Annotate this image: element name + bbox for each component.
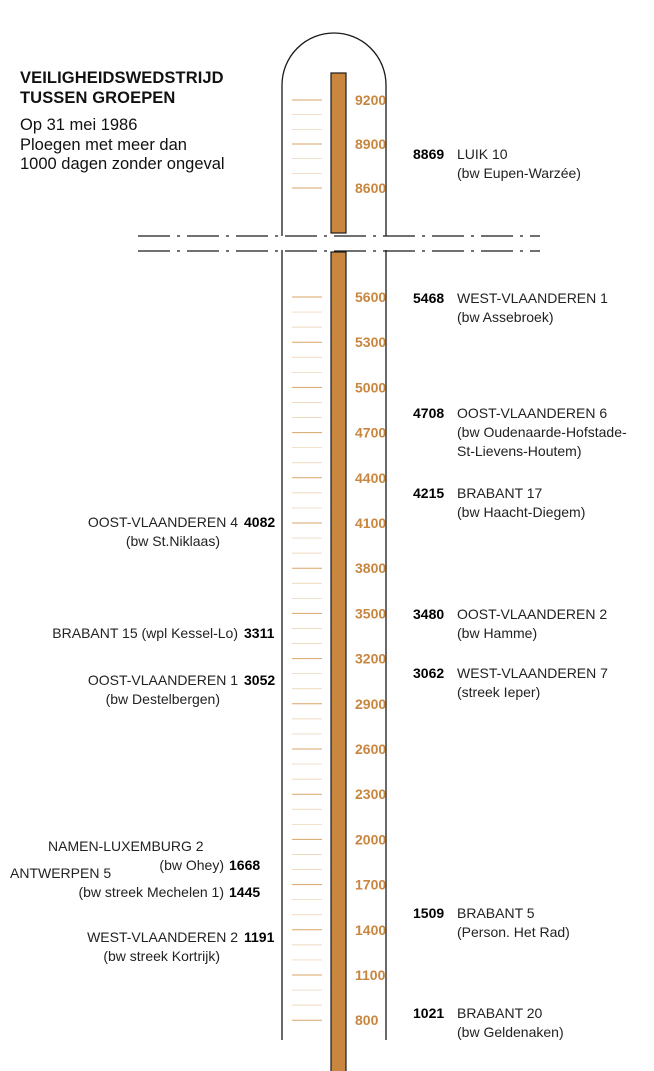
entry-team-name: BRABANT 15 (wpl Kessel-Lo) — [52, 625, 238, 641]
entry-team-name: OOST-VLAANDEREN 1 — [87, 672, 238, 688]
tick-label: 800 — [355, 1012, 379, 1029]
description-line-2: Ploegen met meer dan — [20, 135, 187, 154]
tick-label: 2600 — [355, 741, 387, 757]
entry-value: 8869 — [413, 146, 445, 162]
entry-value: 1445 — [229, 884, 261, 900]
entry-team-location: (bw Ohey) — [159, 857, 224, 873]
tick-label: 2300 — [355, 786, 387, 803]
tick-label: 2000 — [355, 831, 387, 848]
entry-value: 3052 — [244, 672, 276, 688]
entry-team-name: OOST-VLAANDEREN 4 — [87, 514, 238, 530]
entry-team-name: NAMEN-LUXEMBURG 2 — [48, 838, 204, 854]
tick-label: 9200 — [355, 92, 387, 108]
bar-lower-segment — [331, 252, 346, 1071]
team-entry — [52, 625, 274, 641]
entry-team-location: (bw Eupen-Warzée) — [457, 165, 581, 181]
entry-team-location: (bw Assebroek) — [457, 309, 554, 325]
tick-label: 5300 — [355, 334, 387, 351]
entry-team-location: (bw streek Mechelen 1) — [78, 884, 224, 900]
team-entry — [413, 1005, 564, 1040]
team-entry — [413, 485, 585, 520]
team-entry — [413, 905, 570, 940]
team-entry — [88, 672, 276, 707]
team-entry — [87, 929, 275, 964]
tick-label: 4100 — [355, 515, 387, 531]
team-entry — [413, 405, 627, 459]
entry-team-name: BRABANT 5 — [457, 905, 535, 921]
team-entry — [413, 606, 607, 641]
description-line-3: 1000 dagen zonder ongeval — [20, 155, 225, 173]
entry-team-name: ANTWERPEN 5 — [10, 865, 112, 881]
entry-value: 5468 — [413, 290, 445, 306]
entry-team-location: (bw Haacht-Diegem) — [457, 504, 586, 520]
entry-value: 4082 — [244, 514, 276, 530]
tick-label: 3500 — [355, 605, 387, 622]
entry-team-location: (bw St.Niklaas) — [125, 533, 220, 549]
team-entry — [413, 146, 581, 181]
entry-team-name: BRABANT 17 — [457, 485, 543, 501]
entry-team-location: (bw Oudenaarde-Hofstade- — [457, 424, 627, 440]
entry-value: 3062 — [413, 665, 445, 681]
entry-value: 3311 — [244, 625, 275, 641]
entry-team-location: (bw streek Kortrijk) — [103, 948, 220, 964]
entry-team-location-cont: St-Lievens-Houtem) — [457, 443, 582, 459]
tick-label: 8600 — [355, 180, 387, 196]
entry-team-name: LUIK 10 — [457, 146, 508, 162]
entry-team-name: BRABANT 20 — [457, 1005, 543, 1021]
tick-label: 2900 — [355, 695, 387, 712]
entry-team-name: OOST-VLAANDEREN 2 — [457, 606, 608, 622]
axis-break — [138, 236, 540, 251]
tick-label: 1100 — [355, 967, 386, 983]
chart-title-line-1: VEILIGHEIDSWEDSTRIJD — [20, 69, 224, 87]
entry-value: 1191 — [244, 929, 275, 945]
entry-value: 4708 — [413, 405, 445, 421]
entry-value: 3480 — [413, 606, 445, 622]
tick-label: 5000 — [355, 379, 387, 396]
value-bar — [331, 73, 346, 1071]
axis-break-gap — [270, 236, 400, 250]
entry-team-location: (bw Geldenaken) — [457, 1024, 564, 1040]
tick-label: 3800 — [355, 560, 387, 577]
entry-team-location: (bw Hamme) — [457, 625, 538, 641]
entry-team-location: (streek Ieper) — [457, 684, 541, 700]
tick-label: 4400 — [355, 469, 387, 486]
entry-team-name: WEST-VLAANDEREN 7 — [457, 665, 608, 681]
team-entries — [10, 146, 627, 1040]
tick-label: 5600 — [355, 289, 387, 305]
tick-label: 1400 — [355, 921, 387, 938]
entry-value: 4215 — [413, 485, 445, 501]
entry-value: 1668 — [229, 857, 261, 873]
entry-team-name: OOST-VLAANDEREN 6 — [457, 405, 608, 421]
tick-label: 3200 — [355, 650, 387, 667]
entry-team-location: (bw Destelbergen) — [105, 691, 220, 707]
tick-label: 1700 — [355, 876, 387, 893]
description-line-date: Op 31 mei 1986 — [20, 116, 138, 134]
chart-title-line-2: TUSSEN GROEPEN — [20, 89, 176, 107]
entry-team-name: WEST-VLAANDEREN 2 — [87, 929, 238, 945]
tick-label: 8900 — [355, 136, 387, 152]
tick-label: 4700 — [355, 424, 387, 441]
entry-team-location: (Person. Het Rad) — [457, 924, 570, 940]
team-entry — [413, 665, 608, 700]
bar-upper-segment — [331, 73, 346, 233]
entry-team-name: WEST-VLAANDEREN 1 — [457, 290, 608, 306]
entry-value: 1021 — [413, 1005, 445, 1021]
team-entry — [88, 514, 276, 549]
team-entry — [413, 290, 608, 325]
entry-value: 1509 — [413, 905, 445, 921]
